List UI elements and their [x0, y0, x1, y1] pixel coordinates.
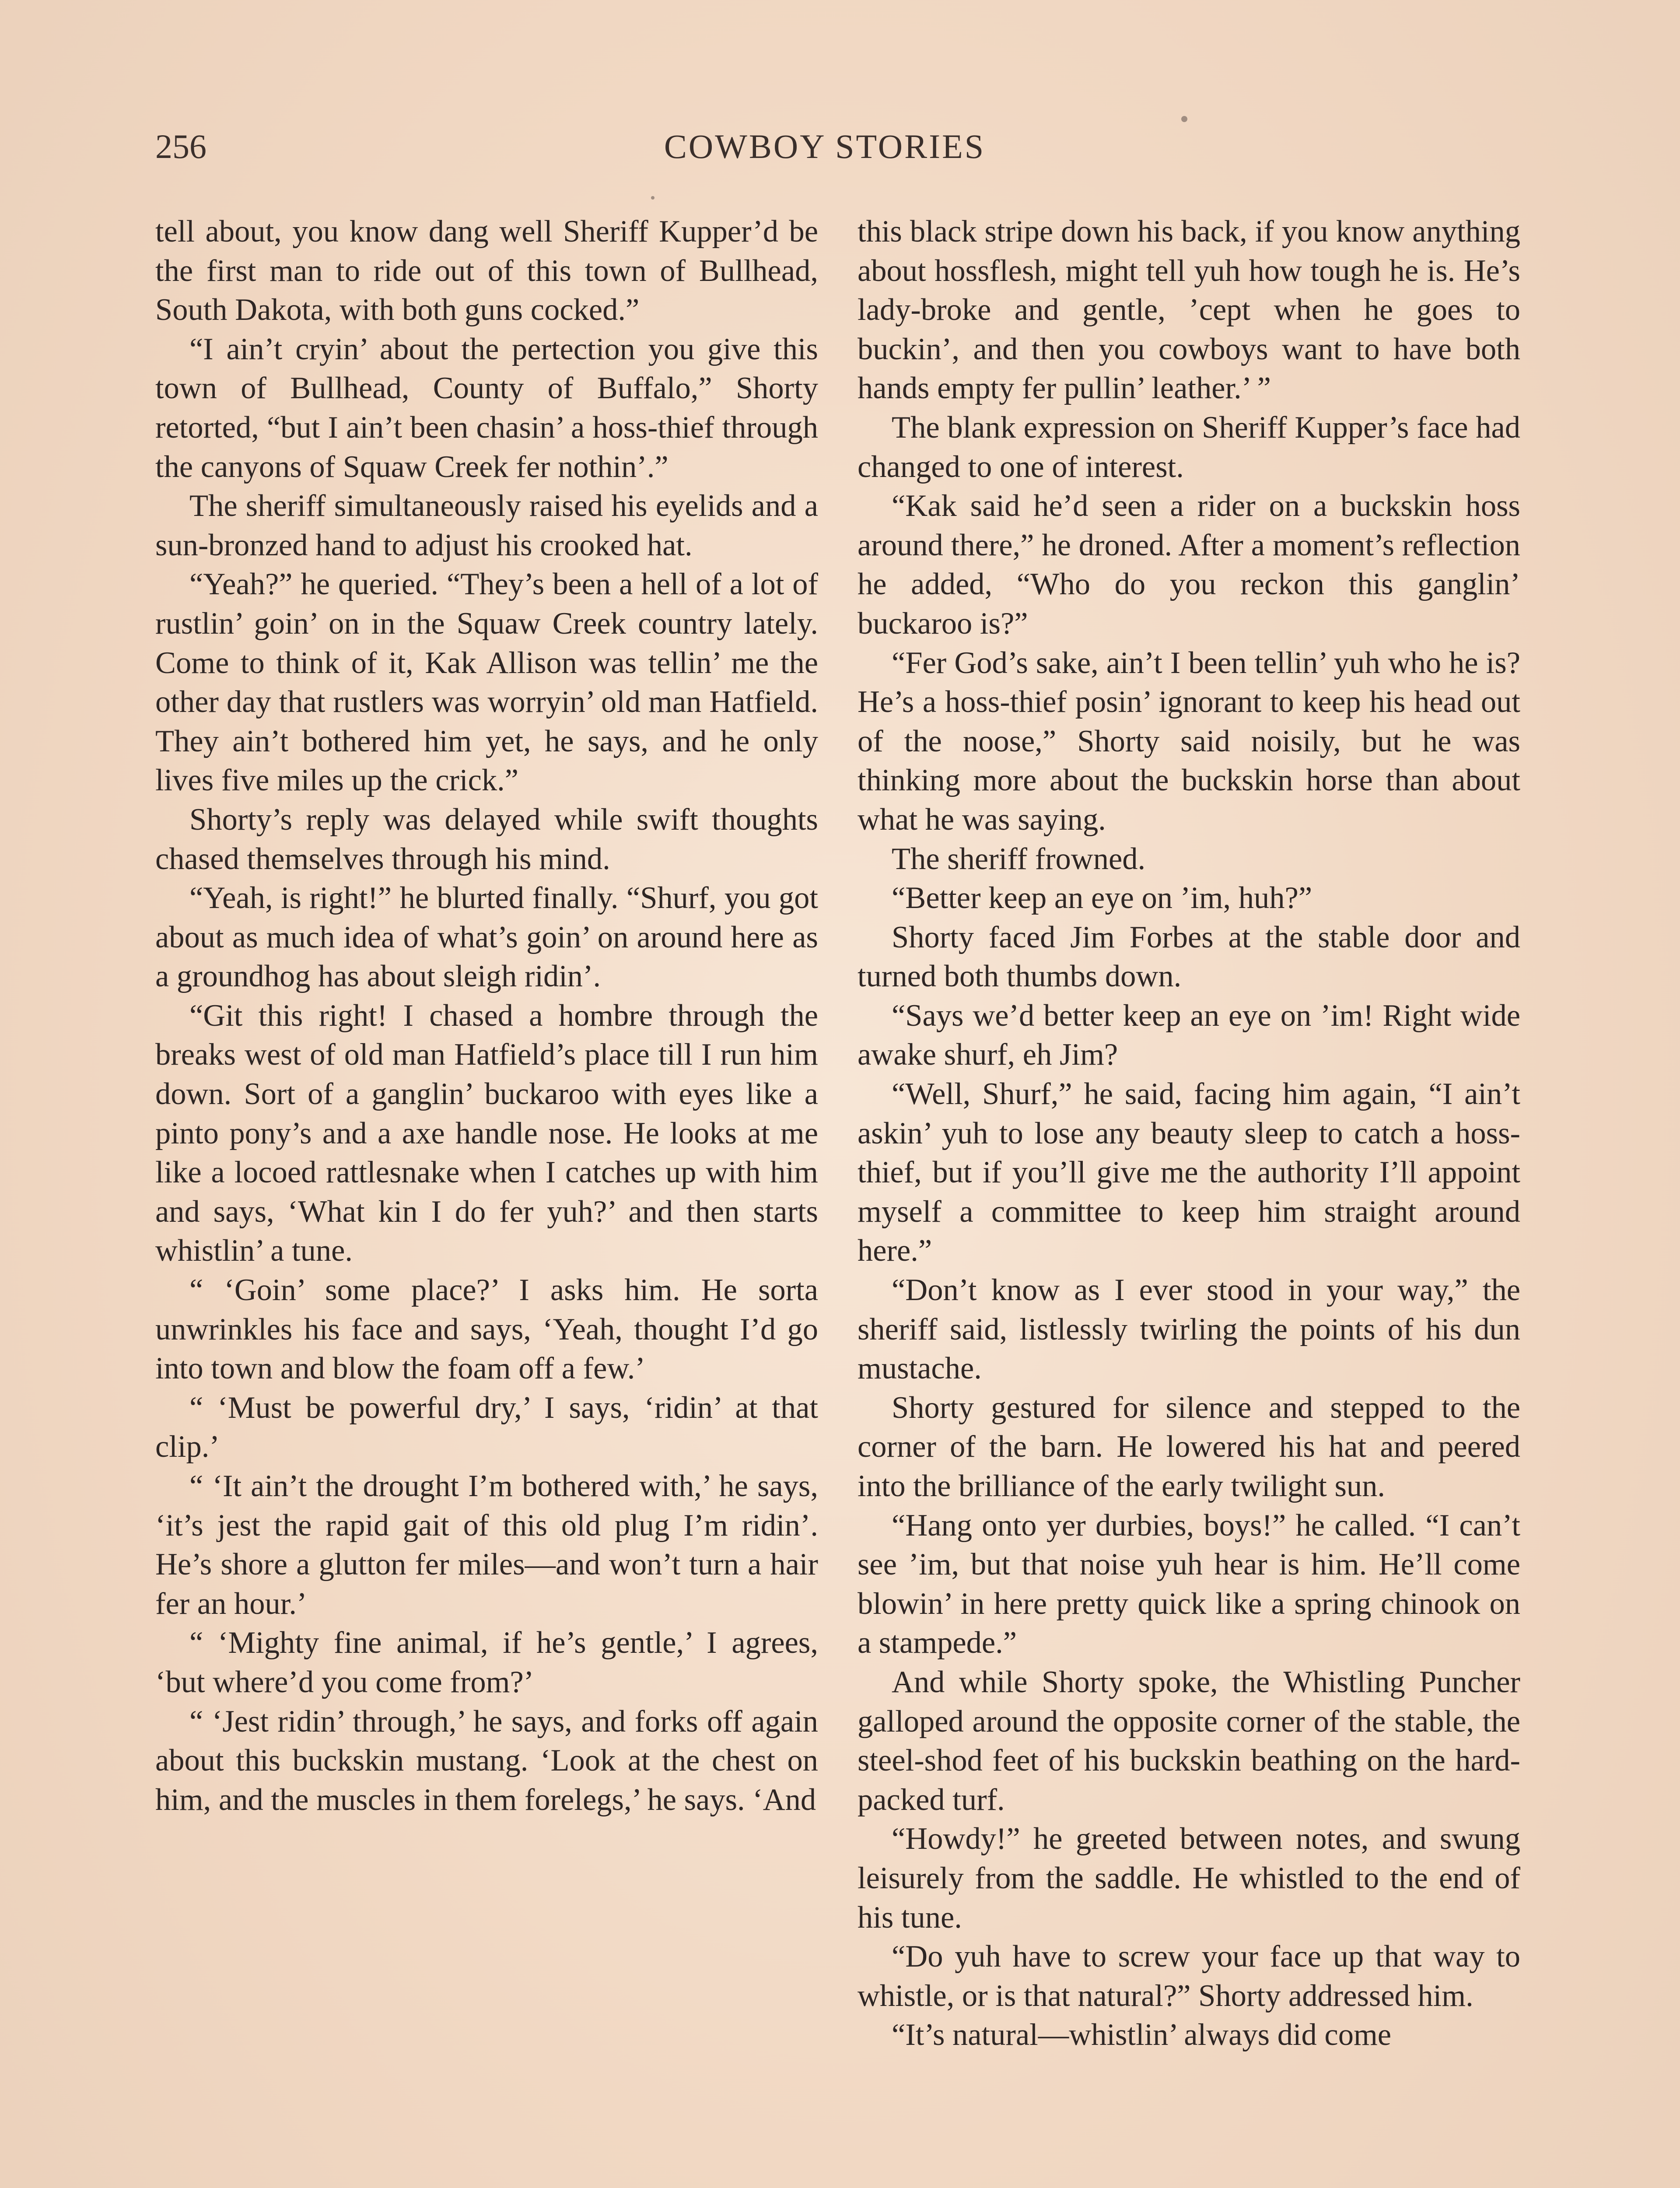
paragraph: “ ‘Goin’ some place?’ I asks him. He sorta unwrinkles his face and says, ‘Yeah, thought I’d go into town and blow the foam off a few.’	[155, 1273, 818, 1386]
paragraph: The blank expression on Sheriff Kupper’s face had changed to one of interest.	[858, 410, 1520, 484]
paragraph: “ ‘Must be powerful dry,’ I says, ‘ridin’ at that clip.’	[155, 1390, 818, 1464]
paragraph: tell about, you know dang well Sheriff Kupper’d be the first man to ride out of this town of Bullhead, South Dakota, with both guns cocked.”	[155, 214, 818, 327]
paragraph: this black stripe down his back, if you know anything about hossflesh, might tell yuh how tough he is. He’s lady-broke and gentle, ’cept when he goes to buckin’, and then you cowboys want to have both hands empty fer pullin’ leather.’ ”	[858, 214, 1520, 406]
paragraph: “Don’t know as I ever stood in your way,” the sheriff said, listlessly twirling the points of his dun mustache.	[858, 1273, 1520, 1386]
page-number: 256	[155, 127, 206, 165]
paragraph: “Howdy!” he greeted between notes, and swung leisurely from the saddle. He whistled to the end of his tune.	[858, 1822, 1520, 1935]
paper-speck	[651, 196, 654, 200]
right-text-column	[858, 212, 1520, 2055]
paragraph: Shorty’s reply was delayed while swift thoughts chased themselves through his mind.	[155, 802, 818, 876]
paragraph: “Well, Shurf,” he said, facing him again, “I ain’t askin’ yuh to lose any beauty sleep to catch a hoss-thief, but if you’ll give me the authority I’ll appoint myself a committee to keep him straight around here.”	[858, 1077, 1520, 1268]
paper-speck	[1181, 116, 1187, 122]
running-title: COWBOY STORIES	[664, 127, 986, 165]
paragraph: “Git this right! I chased a hombre through the breaks west of old man Hatfield’s place till I run him down. Sort of a ganglin’ buckaroo with eyes like a pinto pony’s and a axe handle nose. He looks at me like a locoed rattlesnake when I catches up with him and says, ‘What kin I do fer yuh?’ and then starts whistlin’ a tune.	[155, 998, 818, 1268]
paragraph: “Yeah, is right!” he blurted finally. “Shurf, you got about as much idea of what’s goin’ on around here as a groundhog has about sleigh ridin’.	[155, 881, 818, 994]
paragraph: “Says we’d better keep an eye on ’im! Right wide awake shurf, eh Jim?	[858, 998, 1520, 1072]
paragraph: Shorty gestured for silence and stepped to the corner of the barn. He lowered his hat and peered into the brilliance of the early twilight sun.	[858, 1390, 1520, 1503]
paragraph: “Yeah?” he queried. “They’s been a hell of a lot of rustlin’ goin’ on in the Squaw Creek country lately. Come to think of it, Kak Allison was tellin’ me the other day that rustlers was worryin’ old man Hatfield. They ain’t bothered him yet, he says, and he only lives five miles up the crick.”	[155, 567, 818, 798]
paragraph: “ ‘It ain’t the drought I’m bothered with,’ he says, ‘it’s jest the rapid gait of this old plug I’m ridin’. He’s shore a glutton fer miles—and won’t turn a hair fer an hour.’	[155, 1469, 818, 1621]
paragraph: “ ‘Mighty fine animal, if he’s gentle,’ I agrees, ‘but where’d you come from?’	[155, 1626, 818, 1699]
left-text-column	[155, 212, 818, 1820]
paragraph: “Kak said he’d seen a rider on a buckskin hoss around there,” he droned. After a moment’s reflection he added, “Who do you reckon this ganglin’ buckaroo is?”	[858, 489, 1520, 641]
paragraph: The sheriff simultaneously raised his eyelids and a sun-bronzed hand to adjust his crooked hat.	[155, 489, 818, 562]
paragraph: “It’s natural—whistlin’ always did come	[892, 2018, 1392, 2052]
page-header	[155, 127, 1494, 175]
paragraph: “Do yuh have to screw your face up that way to whistle, or is that natural?” Shorty addressed him.	[858, 1939, 1520, 2013]
paragraph: And while Shorty spoke, the Whistling Puncher galloped around the opposite corner of the stable, the steel-shod feet of his buckskin beathing on the hard-packed turf.	[858, 1665, 1520, 1817]
paragraph: “Fer God’s sake, ain’t I been tellin’ yuh who he is? He’s a hoss-thief posin’ ignorant to keep his head out of the noose,” Shorty said noisily, but he was thinking more about the buckskin horse than about what he was saying.	[858, 645, 1520, 837]
paragraph: The sheriff frowned.	[892, 842, 1146, 876]
paragraph: “Hang onto yer durbies, boys!” he called. “I can’t see ’im, but that noise yuh hear is him. He’ll come blowin’ in here pretty quick like a spring chinook on a stampede.”	[858, 1508, 1520, 1660]
paragraph: “Better keep an eye on ’im, huh?”	[892, 881, 1312, 915]
paragraph: “ ‘Jest ridin’ through,’ he says, and forks off again about this buckskin mustang. ‘Look at the chest on him, and the muscles in them forelegs,’ he says. ‘And	[155, 1704, 818, 1817]
paragraph: Shorty faced Jim Forbes at the stable door and turned both thumbs down.	[858, 920, 1520, 994]
paragraph: “I ain’t cryin’ about the pertection you give this town of Bullhead, County of Buffalo,” Shorty retorted, “but I ain’t been chasin’ a hoss-thief through the canyons of Squaw Creek fer nothin’.”	[155, 332, 818, 484]
